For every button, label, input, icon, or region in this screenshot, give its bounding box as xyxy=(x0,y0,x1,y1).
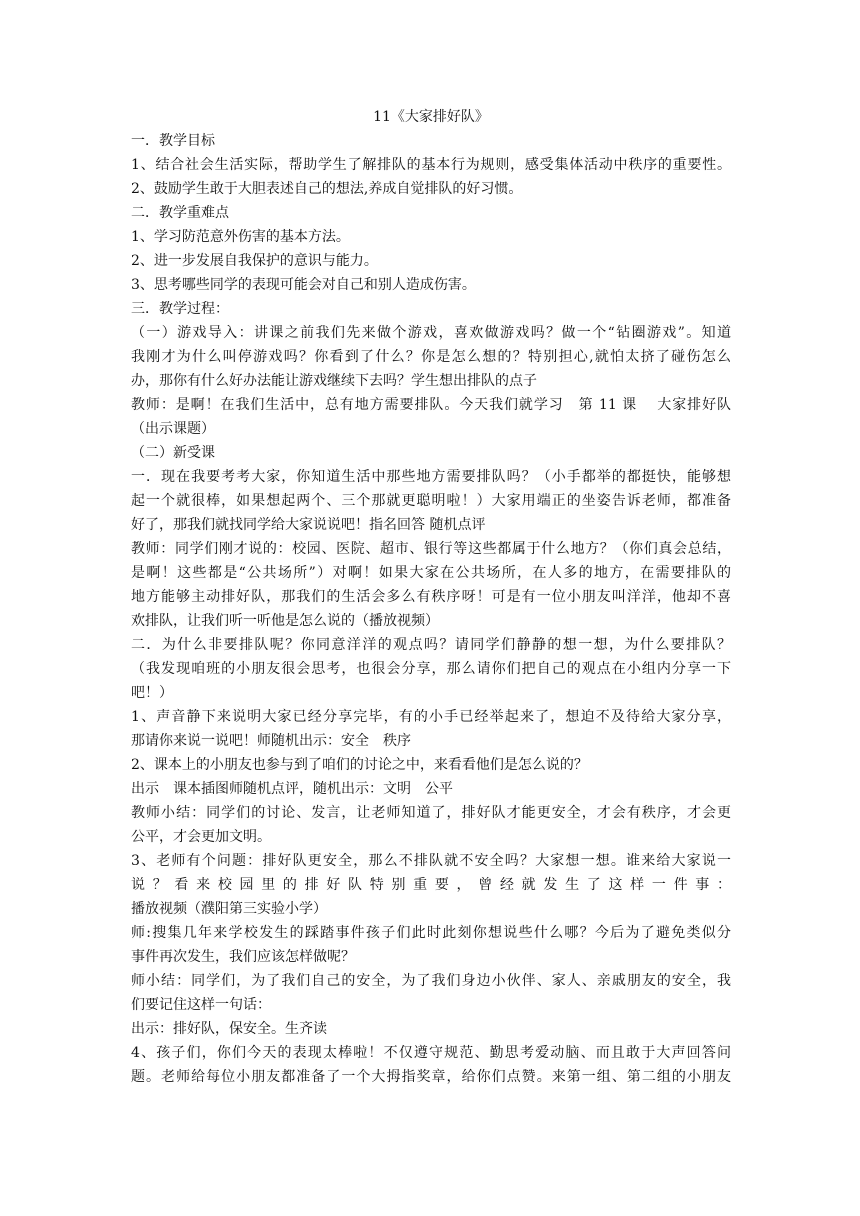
paragraph-line: 师:搜集几年来学校发生的踩踏事件孩子们此时此刻你想说些什么哪？今后为了避免类似分 xyxy=(131,925,731,941)
paragraph-line: 起一个就很棒，如果想起两个、三个那就更聪明啦！）大家用端正的坐姿告诉老师，都准备 xyxy=(131,493,731,509)
paragraph-line: 3、老师有个问题：排好队更安全，那么不排队就不安全吗？大家想一想。谁来给大家说一 xyxy=(131,853,731,869)
paragraph-line: 播放视频（濮阳第三实验小学） xyxy=(131,901,327,917)
paragraph-line: 题。老师给每位小朋友都准备了一个大拇指奖章，给你们点赞。来第一组、第二组的小朋友 xyxy=(131,1069,731,1085)
paragraph-line: 4、孩子们，你们今天的表现太棒啦！不仅遵守规范、勤思考爱动脑、而且敢于大声回答问 xyxy=(131,1045,731,1061)
paragraph-line: 2、鼓励学生敢于大胆表述自己的想法,养成自觉排队的好习惯。 xyxy=(131,181,523,197)
paragraph-line: 出示 课本插图师随机点评，随机出示：文明 公平 xyxy=(131,781,453,797)
paragraph-line: 教师：是啊！在我们生活中，总有地方需要排队。今天我们就学习 第 11 课 大家排好队 xyxy=(131,397,731,413)
paragraph-line: 吧！） xyxy=(131,685,173,701)
paragraph-line: 出示：排好队，保安全。生齐读 xyxy=(131,1021,327,1037)
paragraph-line: 那请你来说一说吧！师随机出示：安全 秩序 xyxy=(131,733,411,749)
document-title: 11《大家排好队》 xyxy=(373,109,489,125)
paragraph-line: （我发现咱班的小朋友很会思考，也很会分享，那么请你们把自己的观点在小组内分享一下 xyxy=(131,661,731,677)
paragraph-line: 说？看来校园里的排好队特别重要，曾经就发生了这样一件事： xyxy=(131,877,731,893)
document-body xyxy=(131,105,731,1089)
paragraph-line: 2、进一步发展自我保护的意识与能力。 xyxy=(131,253,378,269)
document-lines xyxy=(131,129,731,1089)
paragraph-line: 地方能够主动排好队，那我们的生活会多么有秩序呀！可是有一位小朋友叫洋洋，他却不喜 xyxy=(131,589,731,605)
paragraph-line: 3、思考哪些同学的表现可能会对自己和别人造成伤害。 xyxy=(131,277,476,293)
paragraph-line: （二）新受课 xyxy=(131,445,215,461)
paragraph-line: （一）游戏导入：讲课之前我们先来做个游戏，喜欢做游戏吗？做一个“钻圈游戏”。知道 xyxy=(131,325,731,341)
paragraph-line: 二．为什么非要排队呢？你同意洋洋的观点吗？请同学们静静的想一想，为什么要排队？ xyxy=(131,637,731,653)
paragraph-line: 一．教学目标 xyxy=(131,133,215,149)
paragraph-line: 2、课本上的小朋友也参与到了咱们的讨论之中，来看看他们是怎么说的？ xyxy=(131,757,588,773)
paragraph-line: 好了，那我们就找同学给大家说说吧！指名回答 随机点评 xyxy=(131,517,486,533)
paragraph-line: 1、学习防范意外伤害的基本方法。 xyxy=(131,229,350,245)
paragraph-line: 事件再次发生，我们应该怎样做呢？ xyxy=(131,949,355,965)
paragraph-line: 教师小结：同学们的讨论、发言，让老师知道了，排好队才能更安全，才会有秩序，才会更 xyxy=(131,805,731,821)
paragraph-line: 三．教学过程： xyxy=(131,301,229,317)
paragraph-line: 一．现在我要考考大家，你知道生活中那些地方需要排队吗？（小手都举的都挺快，能够想 xyxy=(131,469,731,485)
paragraph-line: 1、结合社会生活实际，帮助学生了解排队的基本行为规则，感受集体活动中秩序的重要性。 xyxy=(131,157,731,173)
paragraph-line: 教师：同学们刚才说的：校园、医院、超市、银行等这些都属于什么地方？（你们真会总结， xyxy=(131,541,731,557)
paragraph-line: （出示课题） xyxy=(131,421,215,437)
paragraph-line: 师小结：同学们，为了我们自己的安全，为了我们身边小伙伴、家人、亲戚朋友的安全，我 xyxy=(131,973,731,989)
paragraph-line: 1、声音静下来说明大家已经分享完毕，有的小手已经举起来了，想迫不及待给大家分享， xyxy=(131,709,731,725)
paragraph-line: 我刚才为什么叫停游戏吗？你看到了什么？你是怎么想的？特别担心,就怕太挤了碰伤怎么 xyxy=(131,349,731,365)
paragraph-line: 办，那你有什么好办法能让游戏继续下去吗？学生想出排队的点子 xyxy=(131,373,537,389)
paragraph-line: 二．教学重难点 xyxy=(131,205,229,221)
paragraph-line: 公平，才会更加文明。 xyxy=(131,829,271,845)
paragraph-line: 们要记住这样一句话： xyxy=(131,997,271,1013)
paragraph-line: 是啊！这些都是“公共场所”）对啊！如果大家在公共场所，在人多的地方，在需要排队的 xyxy=(131,565,731,581)
paragraph-line: 欢排队，让我们听一听他是怎么说的（播放视频） xyxy=(131,613,439,629)
